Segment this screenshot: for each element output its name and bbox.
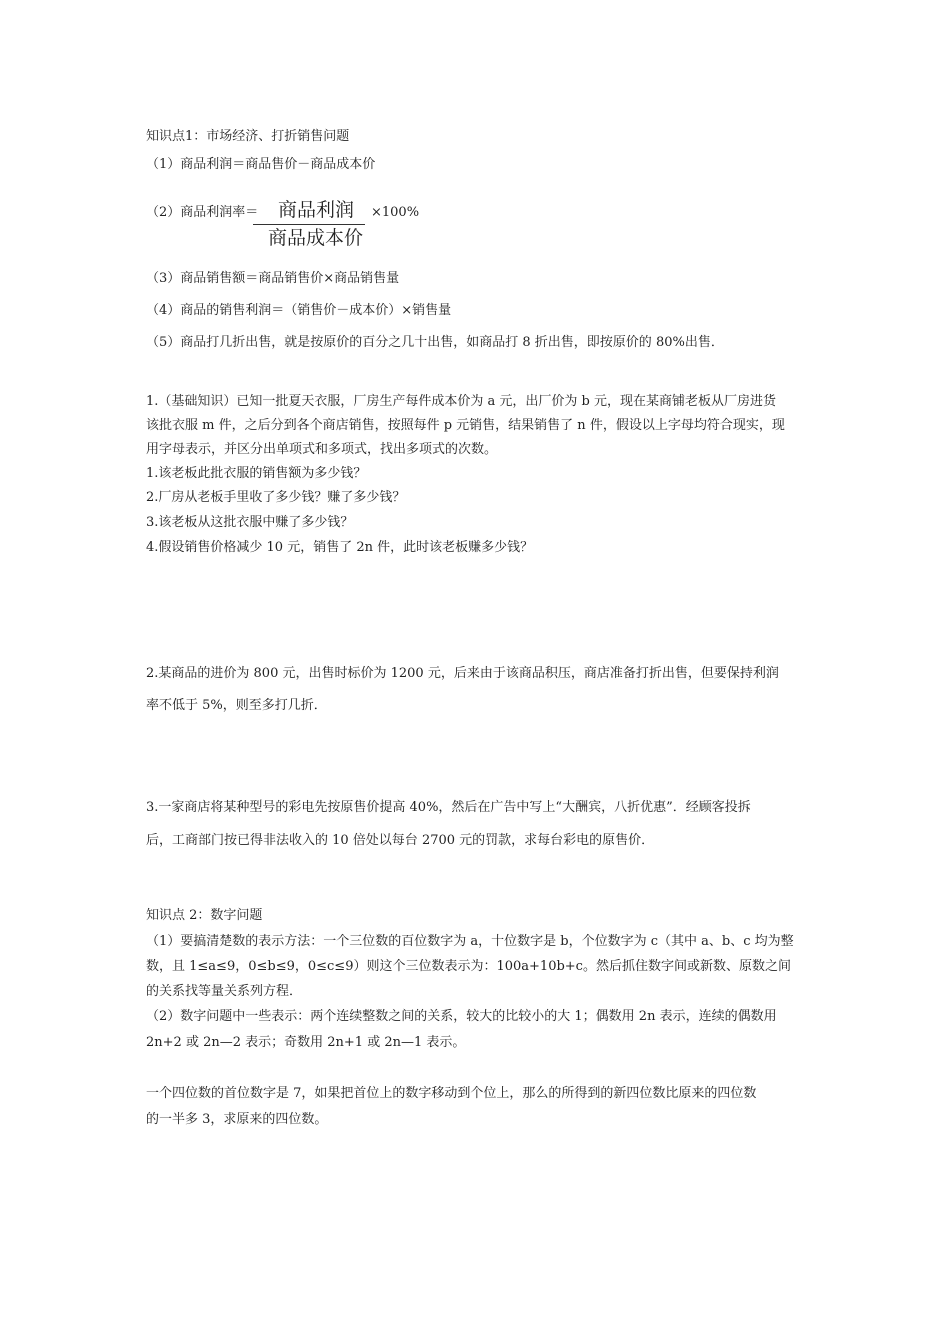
q1-sub-3: 3.该老板从这批衣服中赚了多少钱？: [146, 515, 354, 530]
kp1-formula-3: （3）商品销售额＝商品销售价×商品销售量: [146, 271, 400, 286]
q3-line-1: 3.一家商店将某种型号的彩电先按原售价提高 40%，然后在广告中写上“大酬宾，八折优惠”．经顾客投拆: [146, 800, 751, 815]
fraction-denominator: 商品成本价: [268, 227, 364, 249]
kp2-title: 知识点 2：数字问题: [146, 908, 263, 923]
q1-sub-4: 4.假设销售价格减少 10 元，销售了 2n 件，此时该老板赚多少钱？: [146, 540, 534, 555]
kp2-p1-line-2: 数，且 1≤a≤9，0≤b≤9，0≤c≤9）则这个三位数表示为：100a+10b+c。然后抓住数字间或新数、原数之间: [146, 959, 791, 974]
kp2-p2-line-1: （2）数字问题中一些表示：两个连续整数之间的关系，较大的比较小的大 1；偶数用 2n 表示，连续的偶数用: [146, 1009, 777, 1024]
kp1-title: 知识点1：市场经济、打折销售问题: [146, 129, 350, 144]
kp1-formula-2-prefix: （2）商品利润率＝: [146, 205, 259, 220]
kp1-formula-2-suffix: ×100%: [371, 205, 420, 220]
q2-line-2: 率不低于 5%，则至多打几折．: [146, 698, 327, 713]
kp1-formula-1: （1）商品利润＝商品售价－商品成本价: [146, 157, 376, 172]
q2-line-1: 2.某商品的进价为 800 元，出售时标价为 1200 元，后来由于该商品积压，商店准备打折出售，但要保持利润: [146, 666, 779, 681]
q1-line-3: 用字母表示，并区分出单项式和多项式，找出多项式的次数。: [146, 442, 498, 457]
q1-sub-1: 1.该老板此批衣服的销售额为多少钱？: [146, 466, 367, 481]
kp1-formula-5: （5）商品打几折出售，就是按原价的百分之几十出售，如商品打 8 折出售，即按原价的 80%出售．: [146, 335, 724, 350]
q4-line-2: 的一半多 3，求原来的四位数。: [146, 1112, 328, 1127]
q4-line-1: 一个四位数的首位数字是 7，如果把首位上的数字移动到个位上，那么的所得到的新四位数比原来的四位数: [146, 1086, 757, 1101]
fraction-bar: [253, 224, 365, 225]
q1-line-1: 1.（基础知识）已知一批夏天衣服，厂房生产每件成本价为 a 元，出厂价为 b 元，现在某商铺老板从厂房进货: [146, 394, 777, 409]
kp2-p1-line-1: （1）要搞清楚数的表示方法：一个三位数的百位数字为 a，十位数字是 b，个位数字为 c（其中 a、b、c 均为整: [146, 934, 794, 949]
q3-line-2: 后，工商部门按已得非法收入的 10 倍处以每台 2700 元的罚款，求每台彩电的原售价．: [146, 833, 655, 848]
kp2-p1-line-3: 的关系找等量关系列方程．: [146, 984, 303, 999]
fraction-numerator: 商品利润: [278, 199, 355, 221]
q1-sub-2: 2.厂房从老板手里收了多少钱？赚了多少钱？: [146, 490, 406, 505]
kp1-formula-4: （4）商品的销售利润＝（销售价－成本价）×销售量: [146, 303, 452, 318]
q1-line-2: 该批衣服 m 件，之后分到各个商店销售，按照每件 p 元销售，结果销售了 n 件，假设以上字母均符合现实，现: [146, 418, 785, 433]
kp2-p2-line-2: 2n+2 或 2n—2 表示；奇数用 2n+1 或 2n—1 表示。: [146, 1035, 466, 1050]
